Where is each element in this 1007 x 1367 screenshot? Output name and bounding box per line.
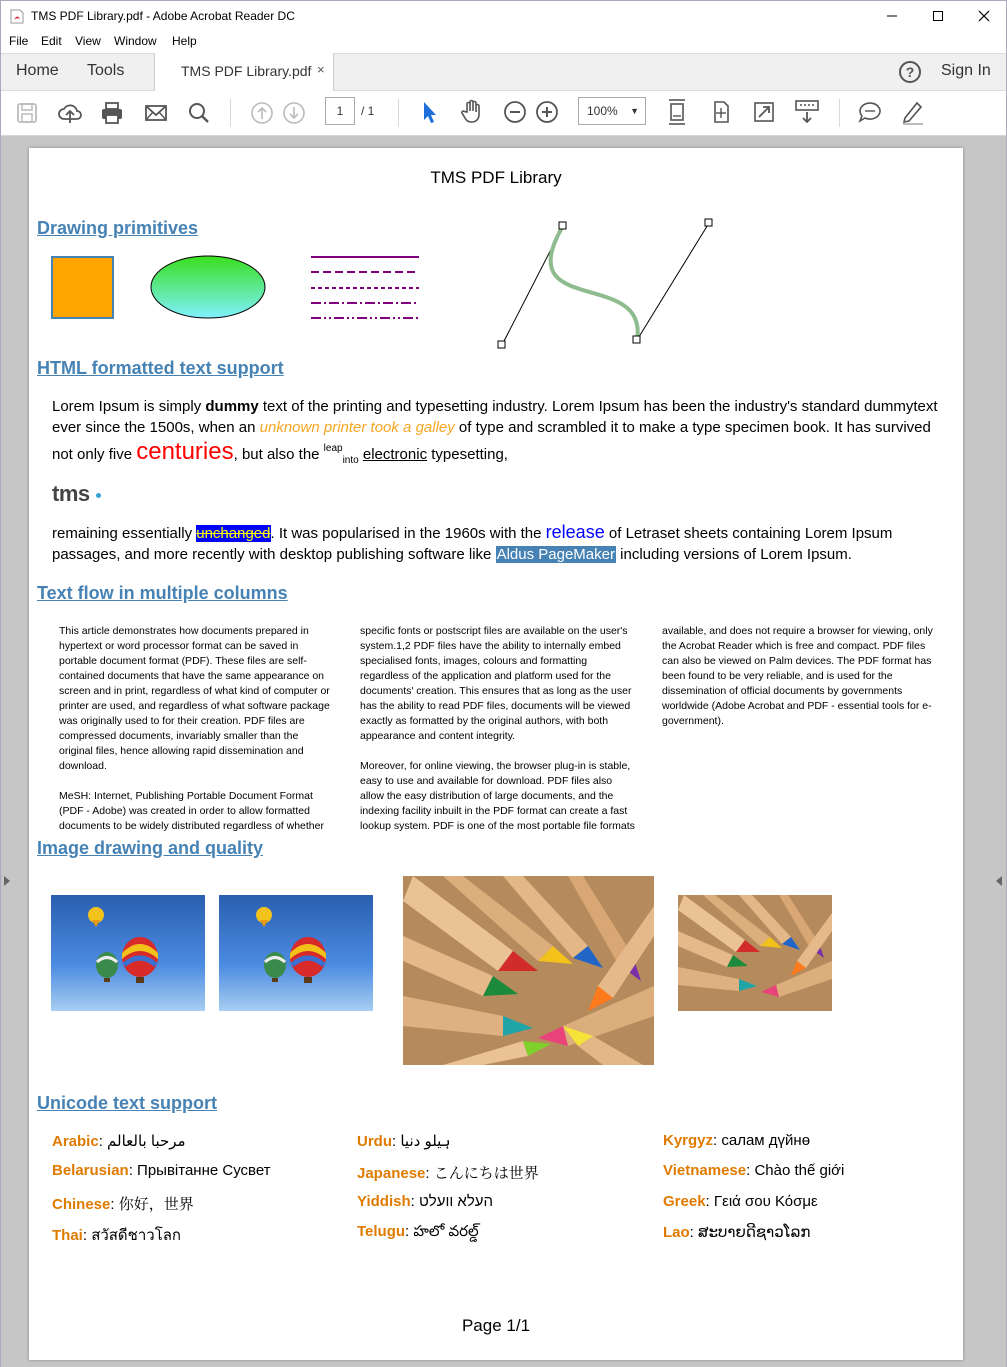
unicode-vietnamese: Vietnamese: Chào thế giới [663,1162,845,1179]
fit-width-icon [663,98,691,126]
menu-file[interactable]: File [9,34,29,48]
tab-document[interactable] [154,53,334,91]
document-tab-label: TMS PDF Library.pdf [181,63,312,79]
zoom-in-button[interactable] [533,98,561,126]
menu-bar [1,31,1006,53]
heading-columns: Text flow in multiple columns [37,583,288,603]
envelope-icon [142,99,170,127]
release-link[interactable]: release [545,522,605,542]
page-move-icon [707,98,735,126]
full-screen-button[interactable] [750,98,778,126]
toolbar-separator [398,99,399,127]
save-icon [13,99,41,127]
heading-html-text: HTML formatted text support [37,358,284,378]
save-button[interactable] [13,99,41,127]
drawing-primitives-canvas [29,208,963,358]
cloud-upload-icon [56,99,84,127]
scroll-mode-button[interactable] [793,98,821,126]
menu-view[interactable]: View [75,34,101,48]
page-total: / 1 [361,104,375,118]
sign-in-button[interactable]: Sign In [941,62,991,79]
gradient-ellipse [151,256,265,318]
unicode-belarusian: Belarusian: Прывітанне Сусвет [52,1162,271,1179]
dashed-lines [311,257,419,318]
acrobat-app-icon [10,9,24,24]
print-button[interactable] [98,99,126,127]
right-panel-toggle-icon[interactable] [996,876,1002,886]
close-tab-button[interactable]: × [317,62,325,77]
hand-tool-button[interactable] [458,98,486,126]
fit-page-button[interactable] [663,98,691,126]
orange-square [52,257,113,318]
bezier-curve [498,219,712,348]
previous-page-button[interactable] [248,99,276,127]
chevron-down-icon: ▼ [630,106,639,116]
comment-button[interactable] [856,98,884,126]
minimize-icon [886,10,898,22]
arrow-down-circle-icon [280,99,308,127]
find-button[interactable] [185,99,213,127]
page-footer: Page 1/1 [461,1316,531,1335]
menu-edit[interactable]: Edit [41,34,62,48]
tms-logo: tms [52,481,90,507]
close-icon [978,10,990,22]
search-icon [185,99,213,127]
printer-icon [98,99,126,127]
unicode-kyrgyz: Kyrgyz: салам дүйнө [663,1132,811,1149]
unicode-chinese: Chinese: 你好，世界 [52,1196,194,1213]
unicode-yiddish: Yiddish: העלא וועלט [357,1193,494,1210]
next-page-button[interactable] [280,99,308,127]
maximize-icon [932,10,944,22]
zoom-in-icon [533,98,561,126]
comment-icon [856,98,884,126]
heading-drawing-primitives: Drawing primitives [37,218,199,238]
maximize-button[interactable] [915,1,961,31]
cursor-arrow-icon [415,98,443,126]
text-column-3: available, and does not require a browser for viewing, only the Acrobat Reader which is free and compact. PDF files can also be viewed on Palm devices. The PDF format has been found to be very reliable, and is used for the dissemination of official documents by governments worldwide (Adobe Acrobat and PDF - essential tools for e-government). [662,625,933,727]
tab-home[interactable]: Home [16,62,59,79]
unicode-telugu: Telugu: హలో వరల్డ్ [357,1223,479,1240]
expand-icon [750,98,778,126]
arrow-up-circle-icon [248,99,276,127]
window-title: TMS PDF Library.pdf - Adobe Acrobat Reader DC [31,9,295,23]
rotate-view-button[interactable] [707,98,735,126]
text-column-1: This article demonstrates how documents prepared in hypertext or word processor format can be saved in portable document format (PDF). These files are self-contained documents that have the same appearance on screen and in print, regardless of what kind of computer or printer are used, and regardless of what software package was originally used to for their creation. PDF files are compressed documents, invariably smaller than the original files, hence allowing rapid dissemination and download. MeSH: Internet, Publishing Portable Document Format (PDF - Adobe) was created in order to allow formatted documents to be widely distributed regardless of whether [59,625,330,832]
help-button[interactable]: ? [899,61,921,83]
keyboard-down-icon [793,98,821,126]
page-number-input[interactable]: 1 [325,97,355,125]
tab-bar [1,53,1006,91]
upload-button[interactable] [56,99,84,127]
logo-dot [96,493,101,498]
zoom-value: 100% [587,104,618,118]
email-button[interactable] [142,99,170,127]
minimize-button[interactable] [869,1,915,31]
zoom-out-icon [501,98,529,126]
html-paragraph-2: remaining essentially unchanged. It was popularised in the 1960s with the release of Letraset sheets containing Lorem Ipsum passages, and more recently with desktop publishing software like Aldus PageMaker including versions of Lorem Ipsum. [52,522,893,563]
zoom-out-button[interactable] [501,98,529,126]
pdf-page [29,148,963,1360]
toolbar-separator [230,99,231,127]
unicode-greek: Greek: Γειά σου Κόσμε [663,1193,818,1210]
html-paragraph-1: Lorem Ipsum is simply dummy text of the printing and typesetting industry. Lorem Ipsum has been the industry's standard dummytext ever since the 1500s, when an unknown printer took a galley of type and scrambled it to make a type specimen book. It has survived not only five centuries, but also the $^{leap}_{into}$ electronic typesetting, [52,398,938,466]
unicode-japanese: Japanese: こんにちは世界 [357,1165,539,1182]
document-title: TMS PDF Library [430,168,562,187]
heading-images: Image drawing and quality [37,838,264,858]
heading-unicode: Unicode text support [37,1093,218,1113]
balloons-image-1 [51,895,205,1011]
tab-tools[interactable]: Tools [87,62,125,79]
balloons-image-2 [219,895,373,1011]
unicode-thai: Thai: สวัสดีชาวโลก [52,1227,182,1244]
left-panel-toggle-icon[interactable] [4,876,10,886]
hand-icon [458,98,486,126]
pencils-image-small [678,895,832,1011]
menu-window[interactable]: Window [114,34,157,48]
text-column-2: specific fonts or postscript files are available on the user's system.1,2 PDF files have the ability to internally embed specialised fonts, images, colours and formatting regardless of the application and platform used for the documents' creation. This ensures that as long as the user has the ability to read PDF files, documents will be viewed exactly as formatted by the original authors, with both appearance and content integrity. Moreover, for online viewing, the browser plug-in is stable, easy to use and available for download. PDF files also allow the easy distribution of large documents, and the indexing facility inbuilt in the PDF format can create a fast lookup system. PDF is one of the most portable file formats [360,625,635,832]
select-tool-button[interactable] [415,98,443,126]
toolbar-separator [839,99,840,127]
pen-icon [899,98,927,126]
title-bar [1,1,1006,31]
pencils-image-large [403,876,654,1065]
close-window-button[interactable] [961,1,1007,31]
unicode-urdu: Urdu: ہیلو دنیا [357,1133,451,1150]
unicode-lao: Lao: ສະບາຍດີຊາວໂລກ [663,1224,811,1241]
unicode-arabic: Arabic: مرحبا بالعالم [52,1133,186,1150]
highlight-button[interactable] [899,98,927,126]
menu-help[interactable]: Help [172,34,197,48]
zoom-select[interactable] [578,97,646,125]
